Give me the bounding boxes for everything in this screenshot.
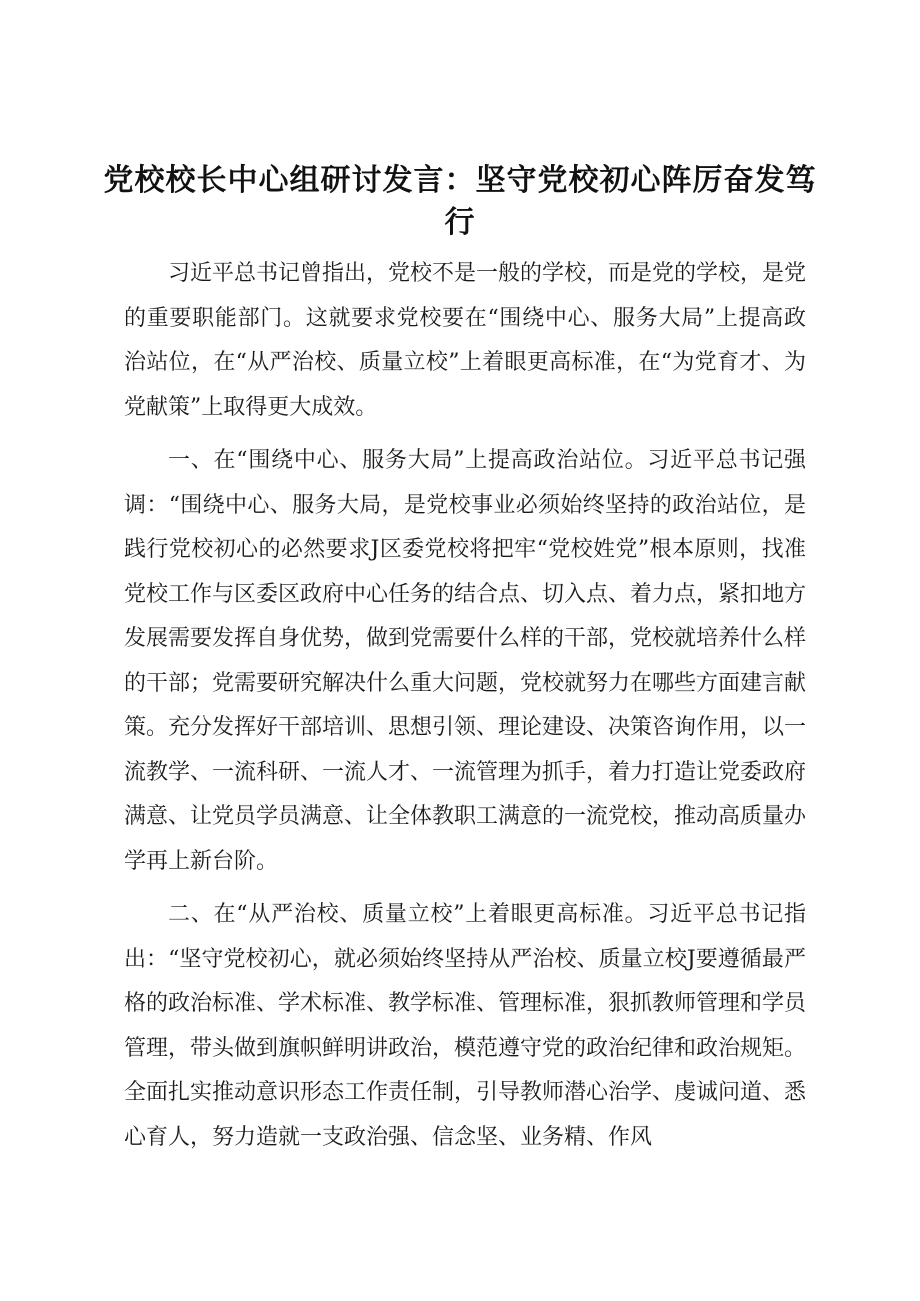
document-body [124, 252, 806, 1169]
paragraph-intro: 习近平总书记曾指出，党校不是一般的学校，而是党的学校，是党的重要职能部门。这就要求党校要在“围绕中心、服务大局”上提高政治站位，在“从严治校、质量立校”上着眼更高标准，在“为党育才、为党献策”上取得更大成效。 [124, 261, 807, 420]
paragraph-section-one: 一、在“围绕中心、服务大局”上提高政治站位。习近平总书记强调：“围绕中心、服务大局，是党校事业必须始终坚持的政治站位，是践行党校初心的必然要求J区委党校将把牢“党校姓党”根本原则，找准党校工作与区委区政府中心任务的结合点、切入点、着力点，紧扣地方发展需要发挥自身优势，做到党需要什么样的干部，党校就培养什么样的干部；党需要研究解决什么重大问题，党校就努力在哪些方面建言献策。充分发挥好干部培训、思想引领、理论建设、决策咨询作用，以一流教学、一流科研、一流人才、一流管理为抓手，着力打造让党委政府满意、让党员学员满意、让全体教职工满意的一流党校，推动高质量办学再上新台阶。 [124, 448, 807, 874]
paragraph-section-two: 二、在“从严治校、质量立校”上着眼更高标准。习近平总书记指出：“坚守党校初心，就必须始终坚持从严治校、质量立校J要遵循最严格的政治标准、学术标准、教学标准、管理标准，狠抓教师管理和学员管理，带头做到旗帜鲜明讲政治，模范遵守党的政治纪律和政治规矩。全面扎实推动意识形态工作责任制，引导教师潜心治学、虔诚问道、悉心育人，努力造就一支政治强、信念坚、业务精、作风 [124, 902, 807, 1150]
document-title: 党校校长中心组研讨发言：坚守党校初心阵厉奋发笃行 [103, 163, 817, 240]
